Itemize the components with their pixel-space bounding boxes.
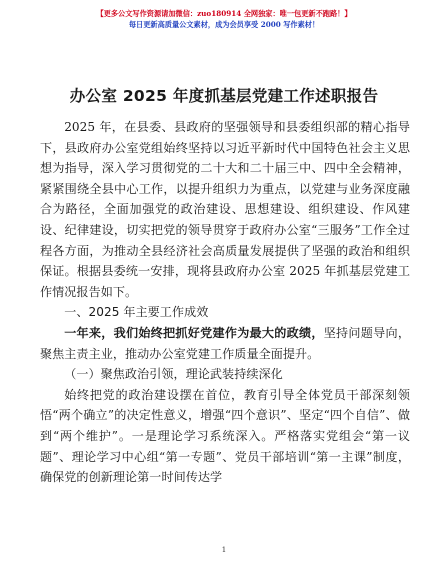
summary-paragraph [40,323,410,364]
document-title: 办公室 2025 年度抓基层党建工作述职报告 [69,87,379,105]
subsection-paragraph: 始终把党的政治建设摆在首位，教育引导全体党员干部深刻领悟“两个确立”的决定性意义，增强“四个意识”、坚定“四个自信”、做到“两个维护”。一是理论学习系统深入。严格落实党组会“第一议题”、理论学习中心组“第一专题”、党员干部培训“第一主课”制度，确保党的创新理论第一时间传达学 [40,387,410,485]
document-body [40,117,410,488]
promo-banner-line-2: 每日更新高质量公文素材，成为会员享受 2000 写作素材！ [128,20,320,29]
summary-text: 坚持问题导向，聚焦主责主业，推动办公室党建工作质量全面提升。 [40,325,410,361]
subsection-heading: （一）聚焦政治引领，理论武装持续深化 [64,367,283,382]
promo-banner-line-1: 【更多公文写作资源请加微信：zuo180914 全网独家：唯一包更新不跑路！】 [96,9,352,18]
section-heading: 一、2025 年主要工作成效 [64,305,209,320]
page-number: 1 [221,546,227,554]
intro-paragraph: 2025 年，在县委、县政府的坚强领导和县委组织部的精心指导下，县政府办公室党组始终坚持以习近平新时代中国特色社会主义思想为指导，深入学习贯彻党的二十大和二十届三中、四中全会精神，紧紧围绕全县中心工作，以提升组织力为重点，以党建与业务深度融合为路径，全面加强党的政治建设、思想建设、组织建设、作风建设、纪律建设，切实把党的领导贯穿于政府办公室“三服务”工作全过程各方面，为推动全县经济社会高质量发展提供了坚强的政治和组织保证。根据县委统一安排，现将县政府办公室 2025 年抓基层党建工作情况报告如下。 [40,120,410,299]
promo-banner [90,8,358,30]
summary-bold-text: 一年来，我们始终把抓好党建作为最大的政绩， [64,325,324,340]
